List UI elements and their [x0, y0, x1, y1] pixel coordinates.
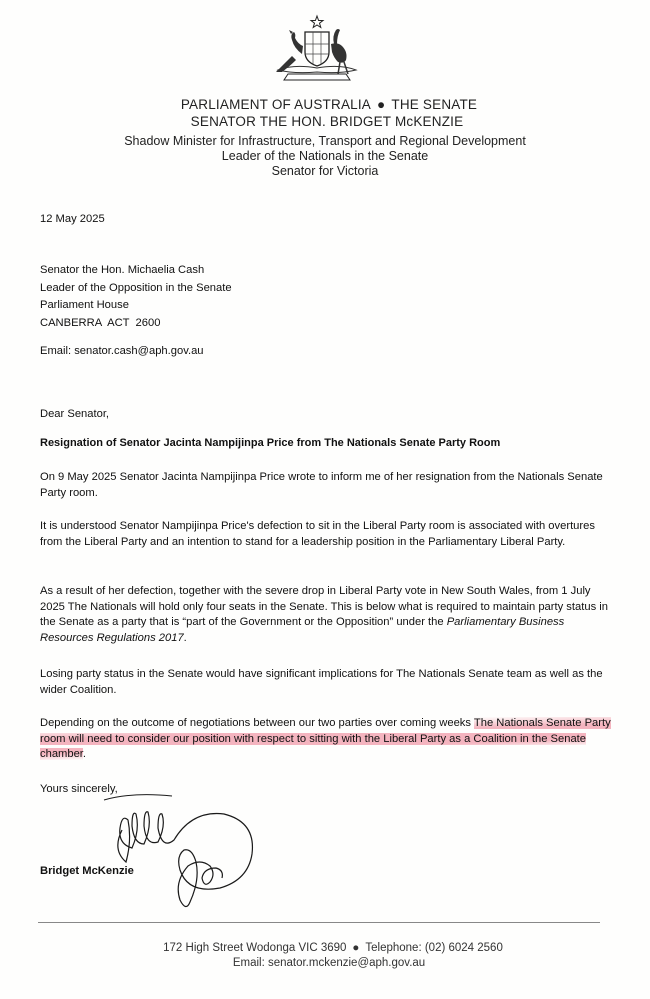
recipient-building: Parliament House	[40, 299, 129, 311]
recipient-city: CANBERRA ACT 2600	[40, 316, 161, 329]
closing: Yours sincerely,	[40, 783, 118, 795]
paragraph-3-text: As a result of her defection, together with the severe drop in Liberal Party vote in New South Wales, from 1 July 2025 The Nationals will hold only four seats in the Senate. This is below what is required to maintain party status in the Senate as a party that is “part of the Government or the Opposition” under the	[40, 585, 608, 629]
handwritten-signature	[92, 770, 272, 920]
recipient-name: Senator the Hon. Michaelia Cash	[40, 264, 205, 276]
footer-phone: Telephone: (02) 6024 2560	[365, 942, 503, 954]
paragraph-5	[40, 716, 612, 763]
bullet-separator: ●	[352, 942, 360, 954]
coat-of-arms-emblem	[264, 14, 370, 84]
bullet-separator: ●	[377, 97, 386, 112]
paragraph-5-end: .	[82, 748, 87, 761]
letterhead-role-leader: Leader of the Nationals in the Senate	[221, 149, 429, 163]
chamber-senate: THE SENATE	[391, 97, 478, 112]
letterhead	[0, 96, 650, 179]
footer-email: Email: senator.mckenzie@aph.gov.au	[232, 957, 426, 969]
footer	[0, 941, 650, 971]
recipient-address	[40, 262, 612, 332]
paragraph-1: On 9 May 2025 Senator Jacinta Nampijinpa Price wrote to inform me of her resignation from the Nationals Senate Party room.	[40, 471, 603, 499]
paragraph-3-end: .	[183, 631, 187, 644]
subject-line: Resignation of Senator Jacinta Nampijinpa Price from The Nationals Senate Party Room	[40, 437, 501, 449]
recipient-title: Leader of the Opposition in the Senate	[40, 281, 232, 294]
chamber-parliament: PARLIAMENT OF AUSTRALIA	[180, 97, 372, 112]
footer-contact-line	[8, 941, 650, 956]
letterhead-senator-name: SENATOR THE HON. BRIDGET McKENZIE	[190, 114, 464, 129]
recipient-email: Email: senator.cash@aph.gov.au	[40, 345, 204, 357]
paragraph-5-text: Depending on the outcome of negotiations between our two parties over coming weeks	[40, 717, 474, 729]
highlighted-passage: The Nationals Senate Party room will need to consider our position with respect to sitting with the Liberal Party as a Coalition in the Senate chamber	[40, 717, 611, 761]
letterhead-chamber	[4, 96, 650, 113]
letterhead-role-senator: Senator for Victoria	[271, 164, 379, 178]
footer-divider	[38, 922, 600, 923]
letterhead-role-shadow-minister: Shadow Minister for Infrastructure, Transport and Regional Development	[124, 134, 526, 148]
paragraph-3	[40, 584, 612, 646]
salutation: Dear Senator,	[40, 408, 110, 420]
letter-date: 12 May 2025	[40, 213, 105, 225]
regulation-title: Parliamentary Business Resources Regulations 2017	[40, 616, 565, 644]
paragraph-2: It is understood Senator Nampijinpa Price's defection to sit in the Liberal Party room is associated with overtures from the Liberal Party and an intention to stand for a leadership position in the Parliamentary Liberal Party.	[40, 520, 595, 548]
paragraph-4: Losing party status in the Senate would have significant implications for The Nationals Senate team as well as the wider Coalition.	[40, 668, 603, 696]
footer-address: 172 High Street Wodonga VIC 3690	[163, 942, 347, 954]
signatory-name: Bridget McKenzie	[40, 865, 134, 877]
